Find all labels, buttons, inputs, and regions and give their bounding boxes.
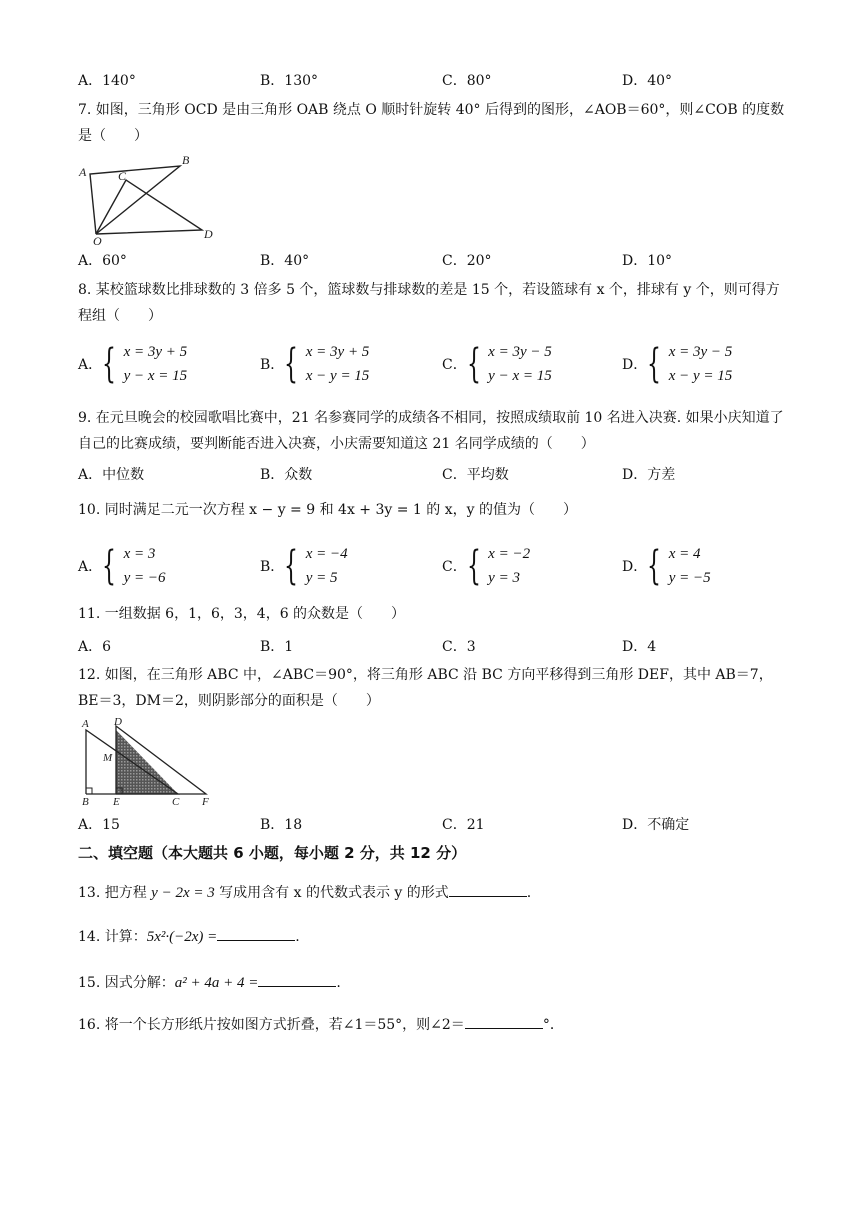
q9-option-c: C．平均数 — [442, 467, 509, 483]
q7-rotation-figure — [76, 152, 226, 246]
q7-label-d: D — [204, 227, 213, 241]
q9-text: 9. 在元旦晚会的校园歌唱比赛中，21 名参赛同学的成绩各不相同，按照成绩取前 10 名进入决赛. 如果小庆知道了自己的比赛成绩，要判断能否进入决赛，小庆需要知道这 21 名同学成绩的（ ） — [78, 410, 784, 452]
q10-option-c: C． { x = −2 y = 3 — [442, 543, 531, 589]
q16-answer-blank[interactable] — [465, 1012, 543, 1029]
q12-label-c: C — [172, 796, 180, 808]
q8-option-d: D． { x = 3y − 5 x − y = 15 — [622, 341, 733, 387]
q10-option-b: B． { x = −4 y = 5 — [260, 543, 348, 589]
q7-option-a: A．60° — [78, 253, 127, 269]
q8-option-c: C． { x = 3y − 5 y − x = 15 — [442, 341, 552, 387]
q12-label-m: M — [103, 752, 113, 764]
section-fill-in-title: 二、填空题（本大题共 6 小题，每小题 2 分，共 12 分） — [78, 844, 467, 862]
q14-text: 14. 计算：5x²·(−2x) = . — [78, 924, 300, 946]
q7-text: 7. 如图，三角形 OCD 是由三角形 OAB 绕点 O 顺时针旋转 40° 后得到的图形，∠AOB＝60°，则∠COB 的度数是（ ） — [78, 102, 785, 144]
q15-text: 15. 因式分解：a² + 4a + 4 = . — [78, 970, 341, 992]
q12-label-f: F — [202, 796, 209, 808]
q11-option-b: B．1 — [260, 639, 294, 655]
q13-text: 13. 把方程 y − 2x = 3 写成用含有 x 的代数式表示 y 的形式 . — [78, 880, 531, 902]
q6-option-c: C．80° — [442, 73, 492, 89]
q6-option-d: D．40° — [622, 73, 673, 89]
q12-option-a: A．15 — [78, 817, 120, 833]
q8-option-b: B． { x = 3y + 5 x − y = 15 — [260, 341, 370, 387]
q11-option-d: D．4 — [622, 639, 657, 655]
q9-option-d: D．方差 — [622, 467, 676, 483]
q6-option-a: A．140° — [78, 73, 136, 89]
q8-option-a: A． { x = 3y + 5 y − x = 15 — [78, 341, 188, 387]
q11-option-c: C．3 — [442, 639, 476, 655]
q7-option-b: B．40° — [260, 253, 310, 269]
q7-label-o: O — [93, 234, 102, 246]
q12-label-b: B — [82, 796, 89, 808]
q8-text: 8. 某校篮球数比排球数的 3 倍多 5 个，篮球数与排球数的差是 15 个，若设篮球有 x 个，排球有 y 个，则可得方程组（ ） — [78, 282, 780, 324]
q9-option-a: A．中位数 — [78, 467, 145, 483]
q9-option-b: B．众数 — [260, 467, 313, 483]
q12-label-d: D — [114, 716, 122, 728]
q12-option-b: B．18 — [260, 817, 303, 833]
q7-label-b: B — [182, 153, 190, 167]
q12-option-c: C．21 — [442, 817, 485, 833]
q7-label-a: A — [79, 165, 87, 179]
q12-option-d: D．不确定 — [622, 817, 690, 833]
q12-label-a: A — [82, 718, 89, 730]
q7-option-d: D．10° — [622, 253, 673, 269]
q12-label-e: E — [113, 796, 120, 808]
q7-label-c: C — [118, 169, 127, 183]
q7-option-c: C．20° — [442, 253, 492, 269]
q10-text: 10. 同时满足二元一次方程 x − y = 9 和 4x + 3y = 1 的 x，y 的值为（ ） — [78, 502, 577, 518]
q15-answer-blank[interactable] — [258, 970, 336, 987]
q12-translation-figure — [76, 716, 216, 808]
q6-option-b: B．130° — [260, 73, 319, 89]
q12-text: 12. 如图，在三角形 ABC 中，∠ABC＝90°，将三角形 ABC 沿 BC 方向平移得到三角形 DEF，其中 AB＝7，BE＝3，DM＝2，则阴影部分的面积是（ ） — [78, 667, 773, 709]
q10-option-d: D． { x = 4 y = −5 — [622, 543, 711, 589]
q10-option-a: A． { x = 3 y = −6 — [78, 543, 166, 589]
q13-answer-blank[interactable] — [449, 880, 527, 897]
q11-text: 11. 一组数据 6，1，6，3，4，6 的众数是（ ） — [78, 606, 406, 622]
q11-option-a: A．6 — [78, 639, 112, 655]
q14-answer-blank[interactable] — [217, 924, 295, 941]
q16-text: 16. 将一个长方形纸片按如图方式折叠，若∠1＝55°，则∠2＝ °． — [78, 1012, 564, 1034]
